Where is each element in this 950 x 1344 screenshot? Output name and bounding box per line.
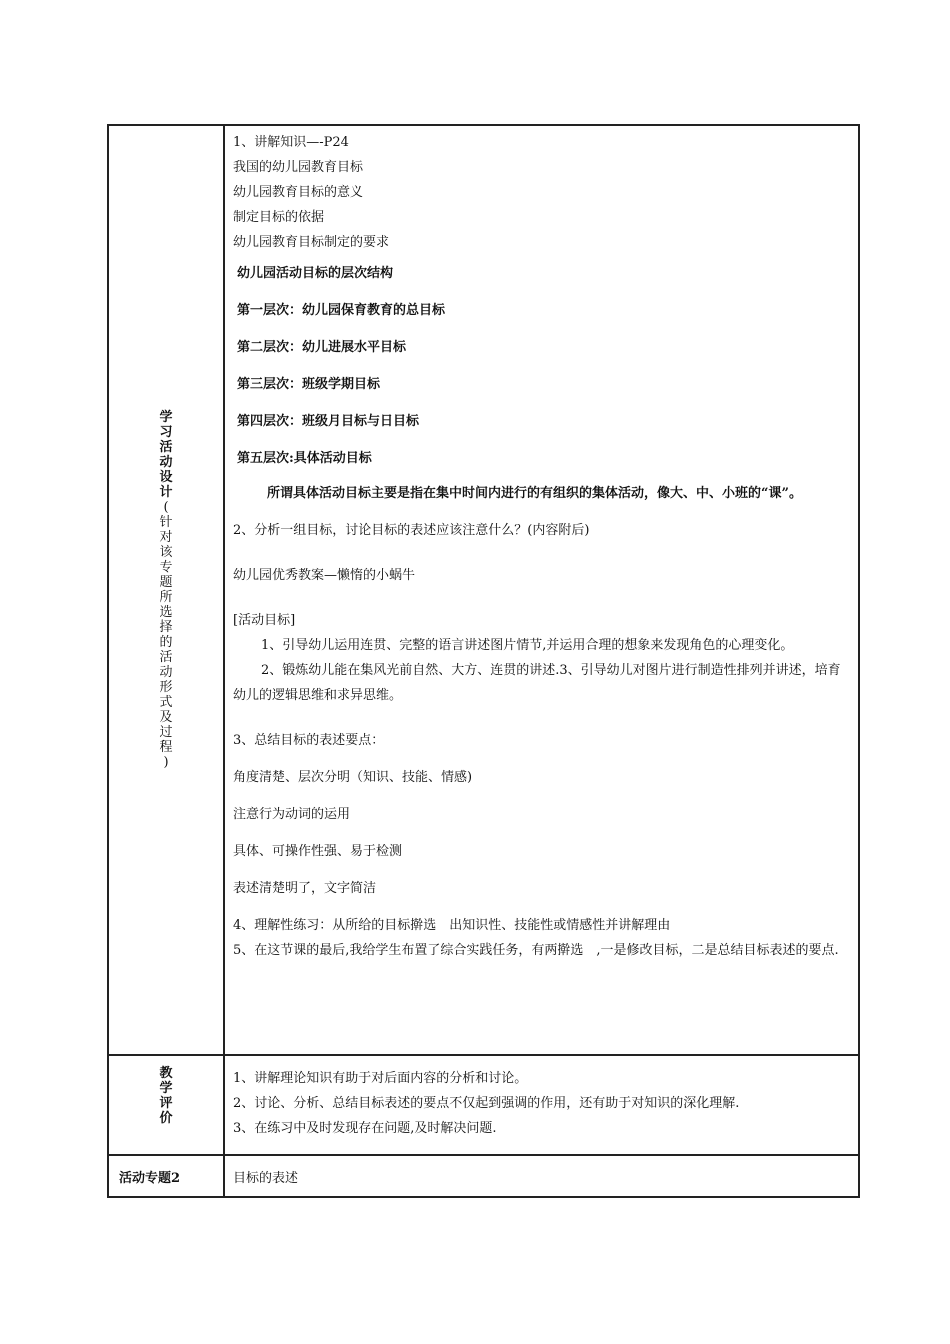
- item1-line: 制定目标的依据: [233, 210, 325, 225]
- teaching-evaluation-label: [109, 1066, 223, 1126]
- activity-goal-definition: 所谓具体活动目标主要是指在集中时间内进行的有组织的集体活动，像大、中、小班的“课”。: [267, 486, 802, 501]
- activity-topic-row: [108, 1155, 859, 1197]
- level-item: 第一层次：幼儿园保育教育的总目标: [237, 303, 446, 318]
- goal-1: 1、引导幼儿运用连贯、完整的语言讲述图片情节,并运用合理的想象来发现角色的心理变化。: [261, 638, 794, 653]
- label-character: 计: [159, 485, 173, 500]
- learning-activity-label-cell: [108, 125, 224, 1055]
- item1-line: 我国的幼儿园教育目标: [233, 160, 364, 175]
- label-character: 过: [159, 725, 173, 740]
- label-character: 教: [159, 1066, 173, 1081]
- level-item: 第四层次：班级月目标与日目标: [237, 414, 420, 429]
- learning-activity-row: [108, 125, 859, 1055]
- label-character: 动: [159, 665, 173, 680]
- label-character: 的: [159, 635, 173, 650]
- label-character: 选: [159, 605, 173, 620]
- label-character: 专: [159, 560, 173, 575]
- label-character: 形: [159, 680, 173, 695]
- label-character: 式: [159, 695, 173, 710]
- teaching-evaluation-content: [224, 1055, 859, 1155]
- label-character: 题: [159, 575, 173, 590]
- label-character: 所: [159, 590, 173, 605]
- label-character: 活: [159, 650, 173, 665]
- item3: 3、总结目标的表述要点：: [233, 733, 385, 748]
- label-character: (: [163, 500, 169, 515]
- learning-activity-content: [224, 125, 859, 1055]
- point-item: 角度清楚、层次分明（知识、技能、情感): [233, 770, 473, 785]
- level-item: 第二层次：幼儿进展水平目标: [237, 340, 407, 355]
- item1-title: 1、讲解知识—-P24: [233, 135, 349, 150]
- label-character: ): [163, 755, 169, 770]
- label-character: 及: [159, 710, 173, 725]
- activity-topic-label: 活动专题2: [119, 1170, 181, 1186]
- label-character: 活: [159, 440, 173, 455]
- label-character: 该: [159, 545, 173, 560]
- label-character: 价: [159, 1111, 173, 1126]
- item1-line: 幼儿园教育目标制定的要求: [233, 235, 390, 250]
- activity-topic-label-cell: [108, 1155, 224, 1197]
- item2: 2、分析一组目标，讨论目标的表述应该注意什么？(内容附后): [233, 523, 590, 538]
- learning-activity-label: [109, 410, 223, 770]
- teaching-evaluation-label-cell: [108, 1055, 224, 1155]
- label-character: 习: [159, 425, 173, 440]
- activity-topic-content-cell: [224, 1155, 859, 1197]
- label-character: 学: [159, 410, 173, 425]
- label-character: 针: [159, 515, 173, 530]
- label-character: 动: [159, 455, 173, 470]
- evaluation-line: 3、在练习中及时发现存在问题,及时解决问题.: [233, 1121, 497, 1136]
- label-character: 评: [159, 1096, 173, 1111]
- point-item: 注意行为动词的运用: [233, 807, 351, 822]
- goal-2: 2、锻炼幼儿能在集风光前自然、大方、连贯的讲述.3、引导幼儿对图片进行制造性排列并讲述，培育幼儿的逻辑思维和求异思维。: [233, 663, 841, 703]
- level-item: 第三层次：班级学期目标: [237, 377, 381, 392]
- item4: 4、理解性练习：从所给的目标擀选 出知识性、技能性或情感性并讲解理由: [233, 918, 671, 933]
- structure-title: 幼儿园活动目标的层次结构: [237, 266, 394, 281]
- item1-line: 幼儿园教育目标的意义: [233, 185, 364, 200]
- item5: 5、在这节课的最后,我给学生布置了综合实践任务，有两擀选 ,一是修改目标，二是总结目标表述的要点.: [233, 943, 839, 958]
- label-character: 择: [159, 620, 173, 635]
- teaching-evaluation-row: [108, 1055, 859, 1155]
- point-item: 具体、可操作性强、易于检测: [233, 844, 403, 859]
- goals-header: [活动目标]: [233, 613, 296, 628]
- label-character: 对: [159, 530, 173, 545]
- label-character: 学: [159, 1081, 173, 1096]
- lesson-title: 幼儿园优秀教案—懒惰的小蜗牛: [233, 568, 416, 583]
- label-character: 程: [159, 740, 173, 755]
- level-item: 第五层次:具体活动目标: [237, 451, 372, 466]
- lesson-plan-table: [107, 124, 860, 1198]
- point-item: 表述清楚明了，文字简洁: [233, 881, 377, 896]
- activity-topic-content: 目标的表述: [233, 1170, 299, 1186]
- evaluation-line: 1、讲解理论知识有助于对后面内容的分析和讨论。: [233, 1071, 528, 1086]
- label-character: 设: [159, 470, 173, 485]
- evaluation-line: 2、讨论、分析、总结目标表述的要点不仅起到强调的作用，还有助于对知识的深化理解.: [233, 1096, 740, 1111]
